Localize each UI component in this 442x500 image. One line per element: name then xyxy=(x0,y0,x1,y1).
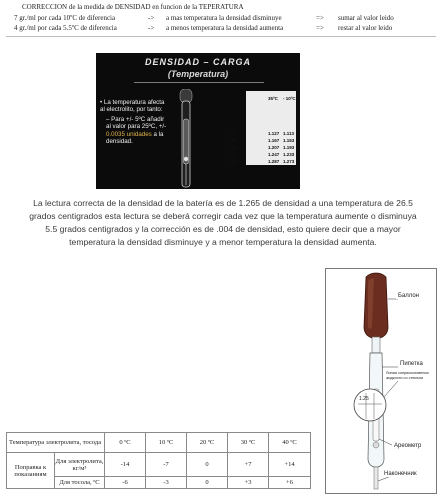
slide-table-right-2: 1.193 xyxy=(283,145,295,150)
hydrometer-diagram xyxy=(325,268,437,494)
electrolyte-value-0: -14 xyxy=(105,453,146,477)
slide-table-right-3: 1.233 xyxy=(283,152,295,157)
row2-left: 4 gr./ml por cada 5.5ºC de diferencia xyxy=(14,24,117,32)
electrolyte-value-3: +7 xyxy=(228,453,269,477)
slide-table-right-4: 1.273 xyxy=(283,159,295,164)
table-header-label: Температура электролита, тосода xyxy=(7,433,105,453)
slide-table-mid-0: 1.127 xyxy=(268,131,280,136)
slide-bullet-main: • La temperatura afecta al electrolito, por tanto: xyxy=(100,99,165,114)
temp-header-4: 40 ºC xyxy=(269,433,311,453)
temp-header-1: 10 ºC xyxy=(146,433,187,453)
slide-table-mid-1: 1.167 xyxy=(268,138,280,143)
slide-bullets xyxy=(100,99,170,145)
diagram-label-pipette: Пипетка xyxy=(400,361,423,367)
diagram-label-ballon: Баллон xyxy=(398,293,419,299)
slide-table-left-2: 1.20 xyxy=(228,145,237,150)
row1-left: 7 gr./ml por cada 10ºC de diferencia xyxy=(14,14,116,22)
diagram-label-tip: Наконечник xyxy=(384,471,417,477)
slide-table-left-4: 1.28 xyxy=(228,159,237,164)
hydrometer-drawing-icon xyxy=(326,269,436,493)
slide-bullet-sub-pre: Para +/- 5ºC añadir al valor para 25ºC, +/- xyxy=(106,115,167,131)
slide-bullet-sub: – Para +/- 5ºC añadir al valor para 25ºC, +/- 0.0035 unidades a la densidad. xyxy=(106,115,167,146)
slide-subtitle: (Temperatura) xyxy=(167,69,229,79)
electrolyte-value-2: 0 xyxy=(187,453,228,477)
table-row xyxy=(7,433,311,453)
slide-table-col2: - 10ºC xyxy=(283,96,296,101)
hydrometer-icon xyxy=(172,89,202,189)
row2-arrow2: => xyxy=(316,24,324,32)
slide-table-col1: 35ºC xyxy=(268,96,278,101)
row1-arrow2: => xyxy=(316,14,324,22)
row1-right: sumar al valor leido xyxy=(338,14,394,22)
slide-bullet-sub-post: a la densidad. xyxy=(106,130,164,146)
slide-table-right-0: 1.113 xyxy=(283,131,295,136)
top-note-title: CORRECCION de la medida de DENSIDAD en funcion de la TEPERATURA xyxy=(22,3,244,11)
tosol-value-4: +6 xyxy=(269,477,311,489)
diagram-label-liquid-line: Линия соприкосновения жидкости со стеклом xyxy=(386,371,429,380)
temp-header-3: 30 ºC xyxy=(228,433,269,453)
row2-arrow: -> xyxy=(148,24,155,32)
slide-table-left-3: 1.24 xyxy=(228,152,237,157)
tosol-label: Для тосола, ºС xyxy=(55,477,105,489)
slide-table-mid-4: 1.287 xyxy=(268,159,280,164)
slide-bullet-sub-em: 0.0035 unidades xyxy=(106,130,152,138)
slide-table-mid-2: 1.207 xyxy=(268,145,280,150)
row2-middle: a menos temperatura la densidad aumenta xyxy=(166,24,284,32)
slide-divider xyxy=(134,82,264,83)
slide-title: DENSIDAD – CARGA xyxy=(144,57,251,67)
tosol-value-0: -6 xyxy=(105,477,146,489)
electrolyte-value-1: -7 xyxy=(146,453,187,477)
slide-table-left-1: 1.16 xyxy=(228,138,237,143)
slide-table-right-1: 1.153 xyxy=(283,138,295,143)
row1-arrow: -> xyxy=(148,14,155,22)
table-row xyxy=(7,453,311,477)
temp-header-2: 20 ºC xyxy=(187,433,228,453)
tosol-value-1: -3 xyxy=(146,477,187,489)
divider xyxy=(6,36,436,37)
tosol-value-3: +3 xyxy=(228,477,269,489)
slide-bullet-main-text: La temperatura afecta al electrolito, por tanto: xyxy=(100,99,165,114)
row1-middle: a mas temperatura la densidad disminuye xyxy=(166,14,282,22)
table-row-label: Поправка к показаниям xyxy=(7,453,55,489)
diagram-reading: 1.25 xyxy=(359,396,369,402)
electrolyte-value-4: +14 xyxy=(269,453,311,477)
electrolyte-label: Для электролита, кг/м³ xyxy=(55,453,105,477)
row2-right: restar al valor leido xyxy=(338,24,393,32)
temp-header-0: 0 ºC xyxy=(105,433,146,453)
slide-table-mid-3: 1.247 xyxy=(268,152,280,157)
correction-table xyxy=(6,432,311,489)
slide-table-left-0: 1.12 xyxy=(228,131,237,136)
diagram-label-areometer: Ареометр xyxy=(394,443,422,449)
tosol-value-2: 0 xyxy=(187,477,228,489)
explanation-paragraph: La lectura correcta de la densidad de la batería es de 1.265 de densidad a una temperatura de 26.5 grados centigrados esta lectura se deberá corregir cada vez que la temperatura aumente o disminuya 5.5 grados centigrados y la corrección es de .004 de densidad, esto quiere decir que a mayor temperatura la densidad disminuye y a menor temperatura la densidad aumenta. xyxy=(29,198,417,247)
density-slide xyxy=(96,53,300,189)
